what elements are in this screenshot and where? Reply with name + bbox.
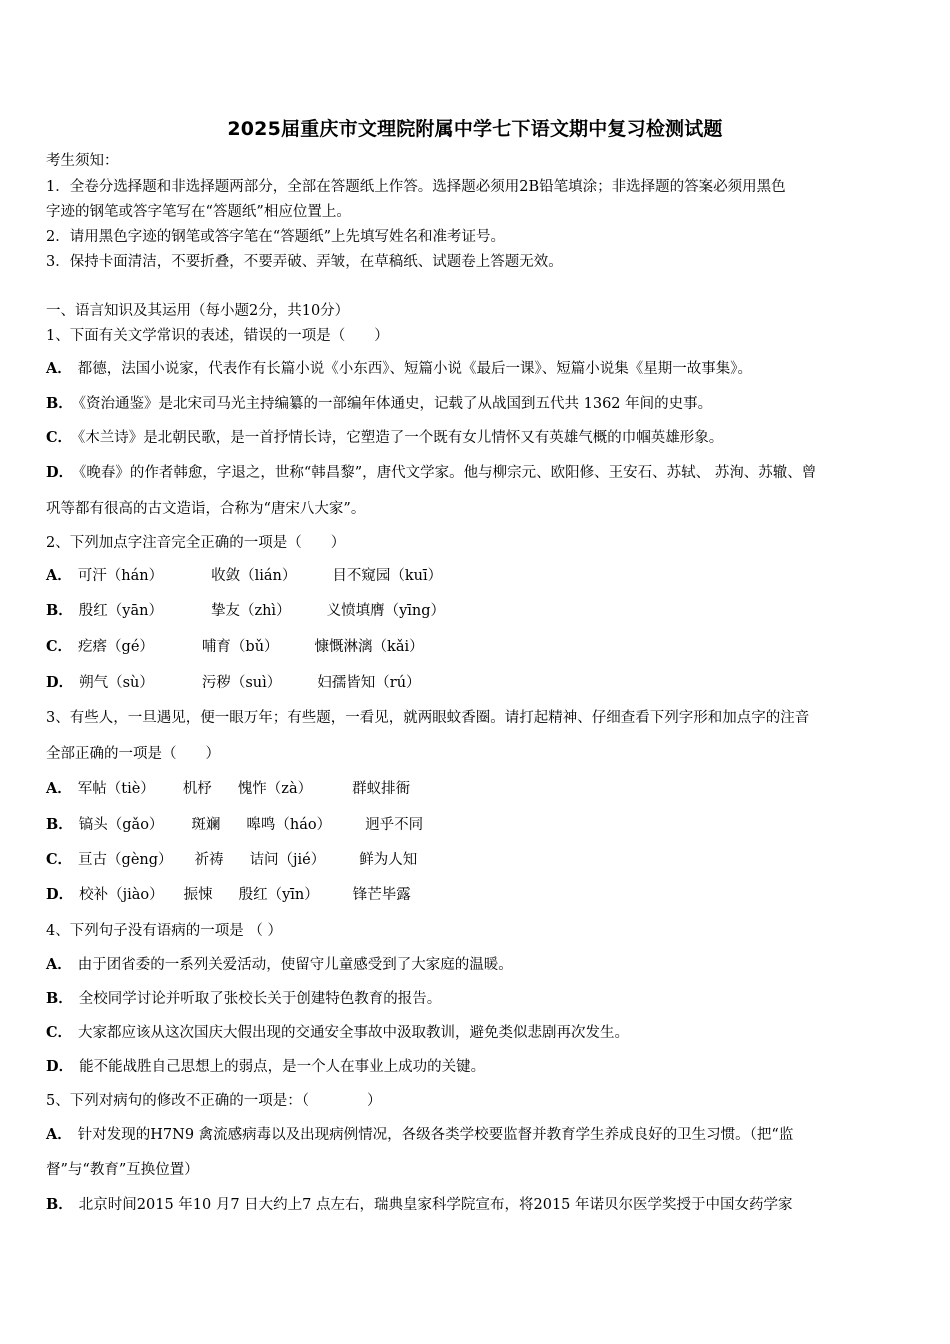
option-text: 都德，法国小说家，代表作有长篇小说《小东西》、短篇小说《最后一课》、短篇小说集《星期一故事集》。 — [77, 361, 753, 377]
question-3-stem: 3、有些人，一旦遇见，便一眼万年；有些题，一看见，就两眼蚊香圈。请打起精神、仔细查看下列字形和加点字的注音 — [46, 710, 810, 726]
option-item: 可汗（hán） — [77, 568, 164, 584]
option-item: 愧怍（zà） — [237, 781, 313, 797]
option-item: 斑斓 — [191, 817, 221, 833]
option-label: B． — [46, 1196, 73, 1213]
notice-line: 字迹的钢笔或答字笔写在“答题纸”相应位置上。 — [46, 204, 351, 220]
option-label: B． — [46, 395, 73, 412]
option-text: 针对发现的H7N9 禽流感病毒以及出现病例情况，各级各类学校要监督并教育学生养成良好的卫生习惯。（把“监 — [77, 1127, 794, 1143]
question-4-option-b — [46, 990, 441, 1008]
question-4-option-d — [46, 1058, 485, 1076]
option-item: 军帖（tiè） — [77, 781, 155, 797]
option-item: 朔气（sù） — [79, 675, 154, 691]
option-item: 收敛（lián） — [211, 568, 297, 584]
question-1-stem: 1、下面有关文学常识的表述，错误的一项是（ ） — [46, 328, 389, 344]
notice-line: 1．全卷分选择题和非选择题两部分，全部在答题纸上作答。选择题必须用2B铅笔填涂；非选择题的答案必须用黑色 — [46, 179, 786, 195]
option-label: A． — [46, 360, 72, 377]
option-item: 污秽（suì） — [201, 675, 282, 691]
option-text: 《资治通鉴》是北宋司马光主持编纂的一部编年体通史，记载了从战国到五代共 1362 年间的史事。 — [78, 396, 713, 412]
option-item: 校补（jiào） — [79, 887, 164, 903]
option-item: 疙瘩（gé） — [78, 639, 154, 655]
option-label: A． — [46, 956, 72, 973]
option-text: 全校同学讨论并听取了张校长关于创建特色教育的报告。 — [78, 991, 442, 1007]
option-item: 殷红（yān） — [78, 603, 163, 619]
notice-line: 3．保持卡面清洁，不要折叠，不要弄破、弄皱，在草稿纸、试题卷上答题无效。 — [46, 254, 563, 270]
question-1-option-b — [46, 395, 712, 413]
option-label: D． — [46, 1058, 74, 1075]
question-3-option-d — [46, 886, 411, 904]
option-item: 锋芒毕露 — [352, 887, 411, 903]
option-text: 由于团省委的一系列关爱活动，使留守儿童感受到了大家庭的温暖。 — [77, 957, 513, 973]
option-label: A． — [46, 567, 72, 584]
document-title: 2025届重庆市文理院附属中学七下语文期中复习检测试题 — [227, 118, 723, 140]
question-5-option-b — [46, 1196, 793, 1214]
question-2-option-d — [46, 674, 421, 692]
option-label: B． — [46, 816, 73, 833]
option-item: 亘古（gèng） — [78, 852, 173, 868]
option-text: 能不能战胜自己思想上的弱点，是一个人在事业上成功的关键。 — [79, 1059, 486, 1075]
option-item: 鲜为人知 — [359, 852, 418, 868]
option-item: 嗥鸣（háo） — [246, 817, 332, 833]
question-1-option-d — [46, 464, 816, 482]
question-2-option-b — [46, 602, 445, 620]
option-item: 镐头（gǎo） — [78, 817, 164, 833]
notice-heading: 考生须知： — [46, 153, 119, 169]
option-item: 哺育（bǔ） — [201, 639, 279, 655]
question-3-option-c — [46, 851, 417, 869]
question-5-option-a-cont: 督”与“教育”互换位置） — [46, 1162, 199, 1178]
question-4-option-a — [46, 956, 513, 974]
option-item: 祈祷 — [194, 852, 224, 868]
question-2-stem: 2、下列加点字注音完全正确的一项是（ ） — [46, 535, 346, 551]
option-text: 大家都应该从这次国庆大假出现的交通安全事故中汲取教训，避免类似悲剧再次发生。 — [78, 1025, 630, 1041]
option-label: C． — [46, 638, 73, 655]
option-label: C． — [46, 429, 73, 446]
question-1-option-a — [46, 360, 752, 378]
option-label: D． — [46, 886, 74, 903]
question-4-stem: 4、下列句子没有语病的一项是 （ ） — [46, 923, 282, 939]
question-4-option-c — [46, 1024, 629, 1042]
section-heading: 一、语言知识及其运用（每小题2分，共10分） — [46, 303, 350, 319]
option-text: 《木兰诗》是北朝民歌，是一首抒情长诗，它塑造了一个既有女儿情怀又有英雄气概的巾帼英雄形象。 — [78, 430, 724, 446]
option-item: 挚友（zhì） — [210, 603, 291, 619]
option-item: 义愤填膺（yīng） — [326, 603, 446, 619]
option-item: 机杼 — [182, 781, 212, 797]
notice-line: 2．请用黑色字迹的钢笔或答字笔在“答题纸”上先填写姓名和准考证号。 — [46, 229, 506, 245]
question-5-stem: 5、下列对病句的修改不正确的一项是：（ ） — [46, 1093, 382, 1109]
question-2-option-c — [46, 638, 424, 656]
option-item: 群蚁排衙 — [352, 781, 411, 797]
option-item: 迥乎不同 — [365, 817, 424, 833]
option-text: 北京时间2015 年10 月7 日大约上7 点左右，瑞典皇家科学院宣布，将2015 年诺贝尔医学奖授于中国女药学家 — [78, 1197, 793, 1213]
option-item: 目不窥园（kuī） — [332, 568, 443, 584]
option-item: 殷红（yīn） — [238, 887, 319, 903]
question-3-option-b — [46, 816, 423, 834]
option-item: 诘问（jié） — [249, 852, 326, 868]
question-1-option-c — [46, 429, 723, 447]
option-label: D． — [46, 674, 74, 691]
option-item: 慷慨淋漓（kǎi） — [314, 639, 424, 655]
option-label: B． — [46, 602, 73, 619]
option-label: B． — [46, 990, 73, 1007]
option-label: A． — [46, 1126, 72, 1143]
option-label: A． — [46, 780, 72, 797]
option-label: C． — [46, 851, 73, 868]
option-text: 《晚春》的作者韩愈，字退之，世称“韩昌黎”，唐代文学家。他与柳宗元、欧阳修、王安石、苏轼、 苏洵、苏辙、曾 — [79, 465, 817, 481]
question-2-option-a — [46, 567, 442, 585]
option-label: C． — [46, 1024, 73, 1041]
option-item: 妇孺皆知（rú） — [317, 675, 421, 691]
question-3-stem-cont: 全部正确的一项是（ ） — [46, 746, 220, 762]
question-1-option-d-cont: 巩等都有很高的古文造诣，合称为“唐宋八大家”。 — [46, 501, 366, 517]
question-5-option-a — [46, 1126, 793, 1144]
question-3-option-a — [46, 780, 410, 798]
option-item: 振悚 — [183, 887, 213, 903]
option-label: D． — [46, 464, 74, 481]
